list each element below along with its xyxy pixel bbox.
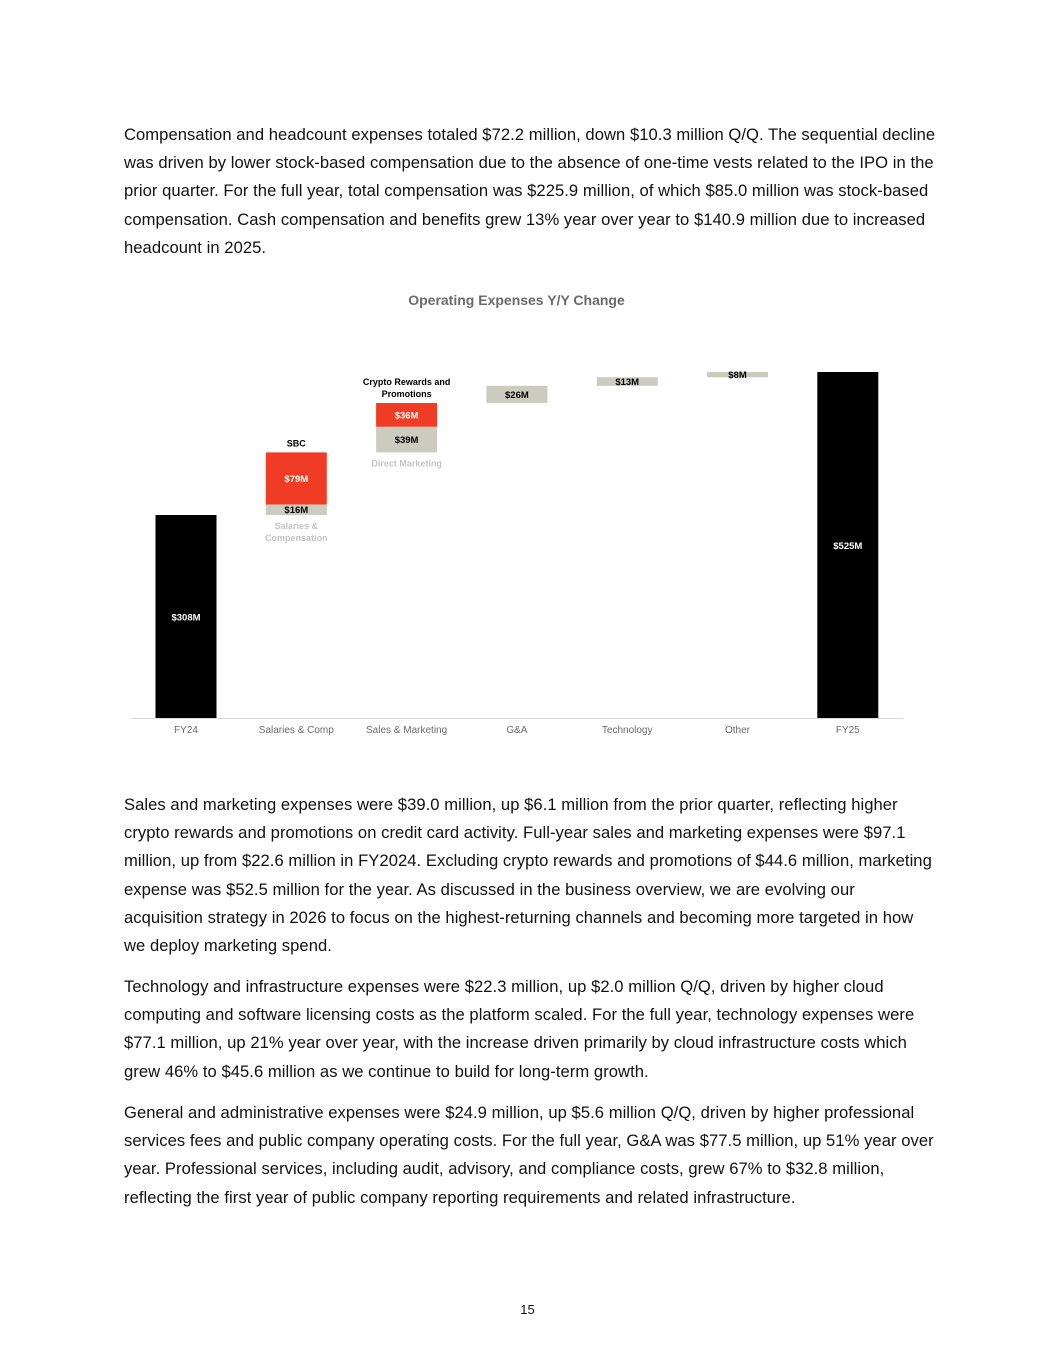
data-label-fy24-0: $308M — [171, 612, 201, 624]
annotation-bottom-sales-marketing-0: Direct Marketing — [371, 458, 442, 469]
tick-label-g-a: G&A — [506, 725, 528, 736]
data-label-salaries-comp-0: $16M — [284, 505, 309, 517]
data-label-other-0: $8M — [728, 370, 747, 382]
paragraph-technology: Technology and infrastructure expenses were $22.3 million, up $2.0 million Q/Q, driven by higher cloud computing and software licensing costs as the platform scaled. For the full year, technology expenses were $77.1 million, up 21% year over year, with the increase driven primarily by cloud infrastructure costs which grew 46% to $45.6 million as we continue to build for long-term growth. — [124, 977, 915, 1081]
annotation-bottom-salaries-comp-1: Compensation — [265, 533, 328, 544]
data-label-salaries-comp-1: $79M — [284, 473, 309, 485]
data-label-g-a-0: $26M — [505, 389, 529, 401]
tick-label-other: Other — [724, 725, 751, 736]
annotation-bottom-salaries-comp-0: Salaries & — [274, 521, 319, 532]
chart-title: Operating Expenses Y/Y Change — [408, 292, 625, 308]
tick-label-salaries-comp: Salaries & Comp — [258, 725, 334, 736]
paragraph-compensation: Compensation and headcount expenses totaled $72.2 million, down $10.3 million Q/Q. The sequential decline was driven by lower stock-based compensation due to the absence of one-time vests related to the IPO in the prior quarter. For the full year, total compensation was $225.9 million, of which $85.0 million was stock-based compensation. Cash compensation and benefits grew 13% year over year to $140.9 million due to increased headcount in 2025. — [124, 125, 936, 257]
annotation-top-sales-marketing-1: Promotions — [381, 388, 432, 399]
annotation-top-sales-marketing-0: Crypto Rewards and — [362, 376, 451, 387]
page-number: 15 — [520, 1302, 535, 1317]
data-label-technology-0: $13M — [615, 377, 640, 389]
tick-label-fy25: FY25 — [835, 725, 860, 736]
tick-label-fy24: FY24 — [174, 725, 198, 736]
tick-label-technology: Technology — [601, 725, 653, 736]
tick-label-sales-marketing: Sales & Marketing — [366, 725, 448, 736]
paragraph-sales-marketing: Sales and marketing expenses were $39.0 million, up $6.1 million from the prior quarter, reflecting higher crypto rewards and promotions on credit card activity. Full-year sales and marketing expenses were $97.1 million, up from $22.6 million in FY2024. Excluding crypto rewards and promotions of $44.6 million, marketing expense was $52.5 million for the year. As discussed in the business overview, we are evolving our acquisition strategy in 2026 to focus on the highest-returning channels and becoming more targeted in how we deploy marketing spend. — [124, 795, 932, 956]
paragraph-general-admin: General and administrative expenses were $24.9 million, up $5.6 million Q/Q, driven by higher professional services fees and public company operating costs. For the full year, G&A was $77.5 million, up 51% year over year. Professional services, including audit, advisory, and compliance costs, grew 67% to $32.8 million, reflecting the first year of public company reporting requirements and related infrastructure. — [124, 1103, 934, 1207]
data-label-sales-marketing-1: $36M — [394, 410, 419, 422]
annotation-top-salaries-comp-0: SBC — [286, 438, 306, 449]
data-label-fy25-0: $525M — [833, 541, 863, 552]
data-label-sales-marketing-0: $39M — [394, 435, 419, 447]
